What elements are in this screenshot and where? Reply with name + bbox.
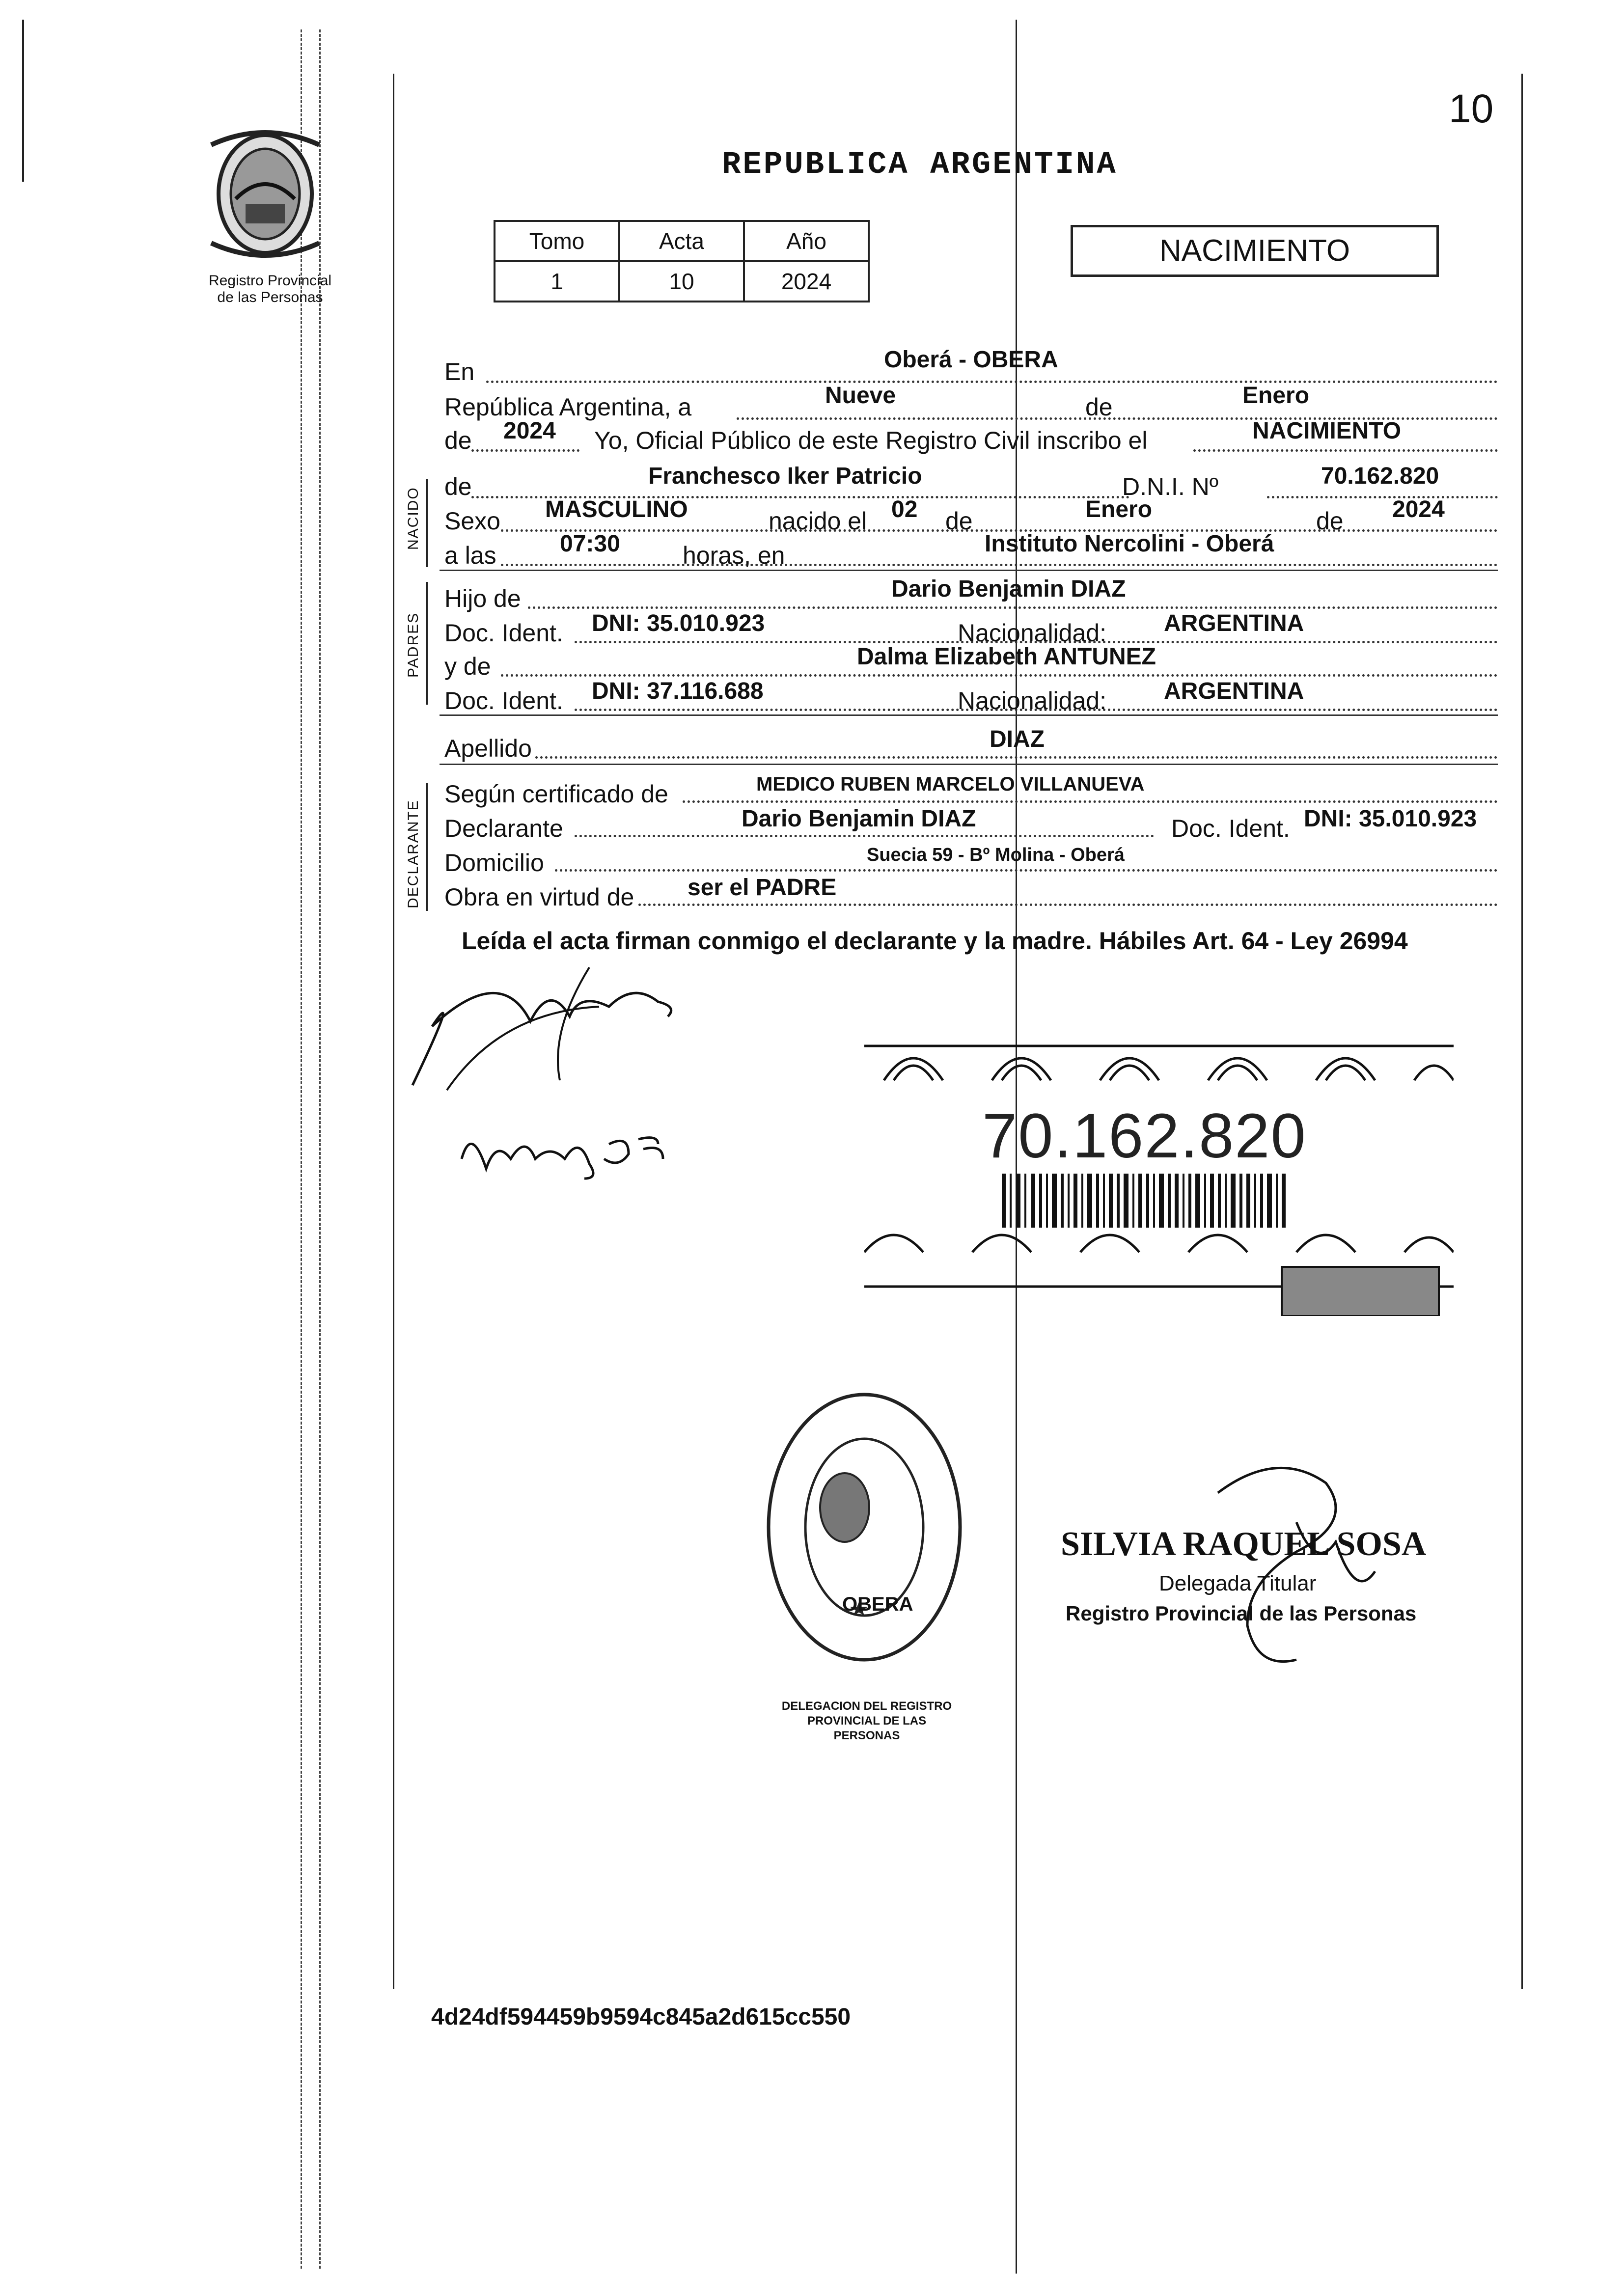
security-strip [864, 1031, 1454, 1316]
header-tomo: Tomo [495, 221, 619, 261]
leader-line [1193, 449, 1498, 452]
value-dni: 70.162.820 [1321, 463, 1439, 489]
leader-line [638, 904, 1498, 906]
leader-line [1267, 496, 1498, 498]
label-hijo-de: Hijo de [444, 585, 521, 612]
value-hora: 07:30 [560, 531, 620, 557]
label-nacionalidad-madre: Nacionalidad: [958, 687, 1106, 714]
value-nac-mes: Enero [1085, 496, 1153, 522]
document-hash: 4d24df594459b9594c845a2d615cc550 [431, 2004, 851, 2030]
value-lugar-nacimiento: Instituto Nercolini - Oberá [985, 531, 1274, 557]
value-nombre: Franchesco Iker Patricio [648, 463, 922, 489]
section-bracket-padres [426, 582, 428, 705]
delegation-stamp [761, 1385, 967, 1670]
value-lugar-inscripcion: Oberá - OBERA [884, 347, 1058, 373]
logo-caption [196, 273, 344, 306]
official-office: Registro Provincial de las Personas [1066, 1602, 1417, 1625]
label-doc-padre: Doc. Ident. [444, 619, 563, 647]
official-name: SILVIA RAQUEL SOSA [1061, 1525, 1427, 1563]
label-domicilio: Domicilio [444, 849, 544, 877]
label-republica: República Argentina, a [444, 393, 692, 421]
label-nac-de2: de [1316, 507, 1344, 535]
closing-text: Leída el acta firman conmigo el declarante y la madre. Hábiles Art. 64 - Ley 26994 [462, 927, 1408, 955]
header-acta: Acta [619, 221, 744, 261]
value-dia: Nueve [825, 383, 896, 409]
value-nac-anio: 2024 [1392, 496, 1445, 522]
fold-line-left-2 [319, 29, 321, 2269]
scan-edge-line [22, 20, 24, 182]
leader-line [535, 756, 1498, 759]
value-declarante: Dario Benjamin DIAZ [742, 806, 976, 832]
official-signature [1149, 1454, 1444, 1679]
value-acta: 10 [619, 261, 744, 302]
section-bracket-nacido [426, 479, 428, 567]
logo-caption-line2: de las Personas [217, 289, 323, 305]
label-nacido-el: nacido el [769, 507, 867, 535]
label-decl-doc: Doc. Ident. [1171, 815, 1290, 842]
value-inscribo: NACIMIENTO [1252, 418, 1402, 444]
value-nac-dia: 02 [891, 496, 918, 522]
value-doc-madre: DNI: 37.116.688 [592, 678, 764, 704]
leader-line [501, 674, 1498, 677]
stamp-center-text: OBERA [842, 1593, 913, 1615]
value-decl-doc: DNI: 35.010.923 [1304, 806, 1477, 832]
leader-line [555, 869, 1498, 872]
section-declarante: DECLARANTE [405, 799, 421, 908]
value-padre: Dario Benjamin DIAZ [891, 576, 1126, 602]
right-margin-line [1521, 74, 1523, 1989]
value-nac-madre: ARGENTINA [1164, 678, 1304, 704]
leader-line [528, 606, 1498, 609]
label-inscribo: Yo, Oficial Público de este Registro Civil inscribo el [594, 427, 1148, 454]
value-sexo: MASCULINO [545, 496, 688, 522]
label-nac-de: de [945, 507, 973, 535]
record-table [494, 220, 870, 302]
label-de-nombre: de [444, 473, 472, 500]
label-en: En [444, 358, 475, 385]
label-y-de: y de [444, 653, 491, 680]
section-divider [440, 764, 1498, 765]
value-anio: 2024 [744, 261, 869, 302]
value-domicilio: Suecia 59 - Bº Molina - Oberá [867, 845, 1125, 865]
label-apellido: Apellido [444, 735, 532, 762]
label-a-las: a las [444, 542, 496, 569]
label-doc-madre: Doc. Ident. [444, 687, 563, 714]
section-padres: PADRES [405, 612, 421, 678]
value-certificado: MEDICO RUBEN MARCELO VILLANUEVA [756, 773, 1145, 795]
value-obra: ser el PADRE [688, 875, 837, 901]
value-tomo: 1 [495, 261, 619, 302]
label-horas-en: horas, en [683, 542, 785, 569]
header-anio: Año [744, 221, 869, 261]
logo-caption-line1: Registro Provincial [208, 273, 332, 289]
label-certificado: Según certificado de [444, 780, 668, 808]
value-doc-padre: DNI: 35.010.923 [592, 610, 765, 636]
label-dni: D.N.I. Nº [1122, 473, 1219, 500]
leader-line [501, 564, 1498, 566]
page-number: 10 [1449, 86, 1494, 131]
left-margin-line [393, 74, 394, 1989]
section-divider [440, 570, 1498, 571]
label-nacionalidad-padre: Nacionalidad: [958, 619, 1106, 647]
leader-line [683, 800, 1498, 803]
value-madre: Dalma Elizabeth ANTUNEZ [857, 644, 1156, 670]
leader-line [471, 449, 579, 452]
label-declarante: Declarante [444, 815, 563, 842]
value-nac-padre: ARGENTINA [1164, 610, 1304, 636]
province-seal-logo [206, 125, 324, 263]
label-de: de [1085, 393, 1113, 421]
document-title: REPUBLICA ARGENTINA [722, 147, 1118, 183]
stamp-ring-text: DELEGACION DEL REGISTRO PROVINCIAL DE LAS PERSONAS [781, 1700, 952, 1742]
leader-line [486, 381, 1498, 383]
label-obra: Obra en virtud de [444, 883, 634, 911]
section-nacido: NACIDO [405, 487, 421, 550]
label-de-anio: de [444, 427, 472, 454]
record-type-box: NACIMIENTO [1071, 225, 1439, 277]
declarant-signature [403, 953, 697, 1100]
section-bracket-declarante [426, 783, 428, 911]
value-mes: Enero [1242, 383, 1310, 409]
official-title: Delegada Titular [1159, 1571, 1317, 1595]
security-number: 70.162.820 [982, 1101, 1307, 1171]
leader-line [575, 835, 1154, 837]
value-anio: 2024 [503, 418, 556, 444]
fold-line-left [301, 29, 302, 2269]
mother-signature [452, 1105, 707, 1183]
label-sexo: Sexo [444, 507, 500, 535]
value-apellido: DIAZ [990, 726, 1045, 752]
